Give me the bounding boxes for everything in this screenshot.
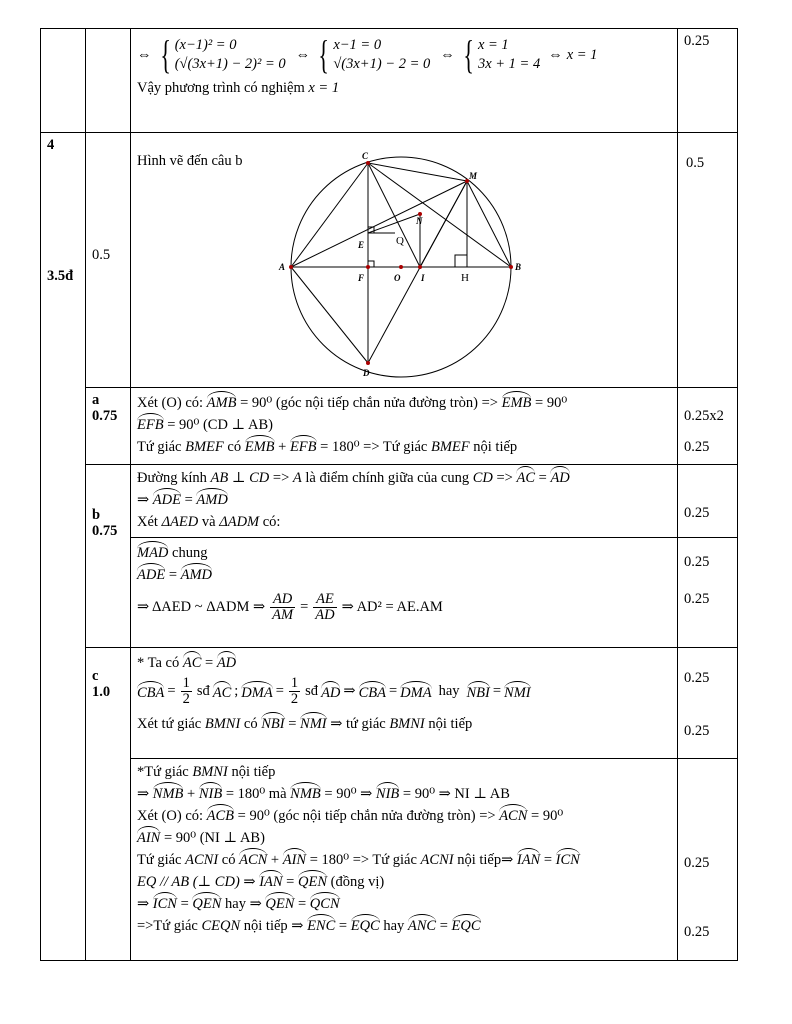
text: BMNI <box>192 764 228 780</box>
figure-cell <box>131 133 678 388</box>
angle: EFB <box>289 439 317 455</box>
text: nội tiếp <box>428 716 473 733</box>
text: = <box>184 492 193 508</box>
score-cell <box>678 538 738 648</box>
text: BMNI <box>204 716 241 733</box>
label-d: D <box>363 368 370 378</box>
text: = 90⁰ (góc nội tiếp chắn nửa đường tròn) => <box>240 395 498 411</box>
fraction-numerator: 1 <box>182 675 190 691</box>
text: =>Tứ giác <box>137 918 198 934</box>
score-cell <box>678 388 738 465</box>
text: BMNI <box>389 716 425 733</box>
text: và <box>201 514 216 530</box>
content-cell <box>131 759 678 961</box>
text: chung <box>172 545 208 561</box>
text: = 180⁰ => Tứ giác <box>309 852 417 868</box>
text: = <box>538 470 547 486</box>
table-row <box>41 465 738 538</box>
text: sđ <box>305 683 319 700</box>
question-cell <box>41 29 86 133</box>
part-cell <box>86 465 131 648</box>
text: ΔAED <box>161 514 199 530</box>
fraction <box>313 592 336 623</box>
equation: (√(3x+1) − 2)² = 0 <box>174 56 286 72</box>
part-label: a <box>92 392 100 408</box>
score: 0.25 <box>684 33 710 49</box>
label-i: I <box>421 273 425 283</box>
fraction-denominator: 2 <box>290 691 299 708</box>
text: => <box>496 470 513 486</box>
angle: DMA <box>241 684 273 701</box>
text: CEQN <box>201 918 241 934</box>
text: = 180⁰ => Tứ giác <box>320 439 428 455</box>
content-cell <box>131 465 678 538</box>
text: ⇒ AD² = AE.AM <box>341 599 443 616</box>
text: = <box>288 716 297 733</box>
angle: QEN <box>297 874 327 890</box>
angle: ACN <box>499 808 528 824</box>
text: Xét <box>137 514 158 530</box>
figure-labels <box>278 151 521 378</box>
angle: ADE <box>137 567 166 583</box>
text: CD <box>472 470 493 486</box>
label-n: N <box>416 216 423 226</box>
text: = <box>297 896 307 912</box>
text: có <box>221 852 236 868</box>
text: hay <box>438 683 460 700</box>
angle: NBI <box>466 684 490 701</box>
text: ⇒ <box>343 683 356 700</box>
angle: NIB <box>375 786 400 802</box>
text: có <box>227 439 242 455</box>
part-score: 0.5 <box>92 247 111 263</box>
text: A <box>292 470 302 486</box>
part-cell <box>86 388 131 465</box>
part-label: b <box>92 507 101 523</box>
label-c: C <box>362 151 369 161</box>
text: ⊥ <box>231 470 246 486</box>
score: 0.5 <box>686 155 705 171</box>
text: = 90⁰ (góc nội tiếp chắn nửa đường tròn) => <box>237 808 496 824</box>
label-a: A <box>279 262 286 272</box>
arc: AC <box>516 470 535 486</box>
text: + <box>270 852 280 868</box>
fraction-numerator: 1 <box>290 675 299 691</box>
table-row <box>41 538 738 648</box>
label-o: O <box>394 273 401 283</box>
text: Xét (O) có: <box>137 808 204 824</box>
angle: ACB <box>206 808 235 824</box>
score: 0.25 <box>684 924 710 940</box>
angle: AMB <box>206 395 237 411</box>
score: 0.25 <box>684 670 710 686</box>
angle: AMD <box>180 567 213 583</box>
conclusion-text: Vậy phương trình có nghiệm <box>137 80 305 96</box>
text: CD <box>249 470 270 486</box>
text: = <box>492 683 502 700</box>
score-cell <box>678 133 738 388</box>
score-cell <box>678 648 738 759</box>
part-cell <box>86 29 131 133</box>
score: 0.25 <box>684 505 710 521</box>
label-b: B <box>515 262 522 272</box>
part-label: c <box>92 668 99 684</box>
angle: NIB <box>198 786 223 802</box>
text: ⇒ <box>137 786 150 802</box>
text: ΔADM <box>219 514 260 530</box>
text: nội tiếp ⇒ <box>243 918 304 934</box>
angle: NMI <box>504 684 531 701</box>
text: = 90⁰ <box>535 395 568 411</box>
angle: ACN <box>239 852 268 868</box>
figure-caption: Hình vẽ đến câu b <box>137 153 243 169</box>
text: AB <box>210 470 229 486</box>
text: nội tiếp <box>231 764 276 780</box>
text: = <box>543 852 553 868</box>
text: ACNI <box>420 852 454 868</box>
angle: EMB <box>501 395 532 411</box>
angle: NMI <box>300 716 327 733</box>
angle: AMD <box>196 492 228 508</box>
angle: QEN <box>192 896 222 912</box>
fraction <box>181 676 192 707</box>
angle: EMB <box>244 439 275 455</box>
text: = <box>338 918 348 934</box>
text: = 180⁰ mà <box>225 786 287 802</box>
text: => <box>272 470 290 486</box>
angle: NMB <box>152 786 184 802</box>
arc: AD <box>321 684 341 701</box>
equation: x−1 = 0 <box>333 37 382 53</box>
angle: EQC <box>350 918 380 934</box>
text: nội tiếp <box>473 439 518 455</box>
fraction <box>289 676 300 707</box>
text: = 90⁰ (NI ⊥ AB) <box>163 830 265 846</box>
score-cell <box>678 465 738 538</box>
text: = <box>275 683 284 700</box>
text: Đường kính <box>137 470 207 486</box>
angle: CBA <box>358 684 386 701</box>
question-number: 4 <box>47 137 55 153</box>
score: 0.25 <box>684 855 710 871</box>
table-row <box>41 759 738 961</box>
text: = <box>180 896 189 912</box>
conclusion-value: x = 1 <box>308 80 340 96</box>
score-cell <box>678 759 738 961</box>
content-cell <box>131 648 678 759</box>
text: = 90⁰ (CD ⊥ AB) <box>167 417 273 433</box>
score: 0.25 <box>684 439 710 455</box>
text: có: <box>262 514 281 530</box>
text: = 90⁰ ⇒ NI ⊥ AB <box>402 786 510 802</box>
text: Xét tứ giác <box>137 716 202 733</box>
label-f: F <box>358 273 365 283</box>
arc: AD <box>216 655 237 671</box>
label-h: H <box>461 272 469 284</box>
text: = <box>300 599 309 616</box>
text: ⇒ <box>137 492 150 508</box>
text: ACNI <box>185 852 219 868</box>
text: Xét (O) có: <box>137 395 204 411</box>
content-cell <box>131 388 678 465</box>
text: ; <box>234 683 239 700</box>
fraction-denominator: 2 <box>182 691 190 708</box>
content-cell: ⇔ { (x−1)² = 0 (√(3x+1) − 2)² = 0 ⇔ { x−1 = 0 √(3x+1) − 2 = 0 ⇔ { x = 1 3x + 1 = 4 ⇔ x = 1 Vậy phương trình có nghiệm x = 1 <box>131 29 678 133</box>
angle: ICN <box>555 852 580 868</box>
angle: NMB <box>290 786 321 802</box>
text: sđ <box>196 683 210 700</box>
score: 0.25 <box>684 591 710 607</box>
angle: MAD <box>137 545 169 561</box>
angle: IAN <box>516 852 541 868</box>
angle: AIN <box>282 852 307 868</box>
equation: √(3x+1) − 2 = 0 <box>333 56 431 72</box>
fraction <box>270 592 295 623</box>
text: là điểm chính giữa của cung <box>305 470 470 486</box>
angle: QCN <box>309 896 340 912</box>
text: BMEF <box>185 439 224 455</box>
fraction-denominator: AM <box>272 607 294 624</box>
table-row <box>41 388 738 465</box>
text: hay ⇒ <box>225 896 262 912</box>
table-row <box>41 29 738 133</box>
equation: (x−1)² = 0 <box>174 37 237 53</box>
figure-lines <box>291 163 511 363</box>
text: = <box>286 874 295 890</box>
text: = <box>167 683 176 700</box>
text: Tứ giác <box>137 852 182 868</box>
part-score: 0.75 <box>92 408 118 424</box>
text: *Tứ giác <box>137 764 189 780</box>
fraction-denominator: AD <box>315 607 335 624</box>
table-row <box>41 648 738 759</box>
angle: ANC <box>407 918 437 934</box>
text: có <box>243 716 258 733</box>
fraction-numerator: AD <box>270 592 295 608</box>
equation: x = 1 <box>566 46 598 63</box>
text: BMEF <box>430 439 470 455</box>
text: + <box>187 786 196 802</box>
arc: AD <box>550 470 570 486</box>
part-cell <box>86 648 131 961</box>
question-cell <box>41 133 86 961</box>
part-cell <box>86 133 131 388</box>
arc: AC <box>212 684 232 701</box>
text: = <box>439 918 448 934</box>
angle: DMA <box>400 684 432 701</box>
table-row <box>41 133 738 388</box>
content-cell <box>131 538 678 648</box>
text: + <box>278 439 287 455</box>
score: 0.25 <box>684 554 710 570</box>
geometry-figure <box>279 151 531 378</box>
text: * Ta có <box>137 655 180 671</box>
label-e: E <box>358 240 365 250</box>
angle: ADE <box>152 492 181 508</box>
text: ⇒ <box>137 896 150 912</box>
text: = <box>205 655 214 671</box>
label-m: M <box>469 171 478 181</box>
angle: AIN <box>137 830 161 846</box>
score-cell <box>678 29 738 133</box>
text: nội tiếp⇒ <box>457 852 514 868</box>
text: (đồng vị) <box>330 874 385 890</box>
text: = 90⁰ <box>531 808 564 824</box>
text: Tứ giác <box>137 439 182 455</box>
angle: ICN <box>152 896 177 912</box>
angle: EFB <box>137 417 164 433</box>
text: ⇒ ΔAED ~ ΔADM ⇒ <box>137 599 266 616</box>
answer-table <box>40 28 738 961</box>
angle: EQC <box>451 918 481 934</box>
angle: CBA <box>137 684 165 701</box>
text: = <box>168 567 177 583</box>
score: 0.25x2 <box>684 408 724 424</box>
text: = <box>388 683 398 700</box>
score: 0.25 <box>684 723 710 739</box>
text: EQ // AB (⊥ CD) ⇒ <box>137 874 256 890</box>
text: hay <box>383 918 405 934</box>
figure-points <box>289 161 513 365</box>
arc: AC <box>182 655 202 671</box>
angle: ENC <box>307 918 336 934</box>
equation: x = 1 <box>477 37 509 53</box>
angle: IAN <box>259 874 283 890</box>
question-total: 3.5đ <box>47 268 74 284</box>
fraction-numerator: AE <box>313 592 336 608</box>
label-q: Q <box>396 235 404 247</box>
equation: 3x + 1 = 4 <box>477 56 541 72</box>
text: = 90⁰ ⇒ <box>324 786 373 802</box>
part-score: 0.75 <box>92 523 118 539</box>
text: ⇒ tứ giác <box>330 716 386 733</box>
angle: QEN <box>265 896 295 912</box>
angle: NBI <box>261 716 285 733</box>
part-score: 1.0 <box>92 684 111 700</box>
